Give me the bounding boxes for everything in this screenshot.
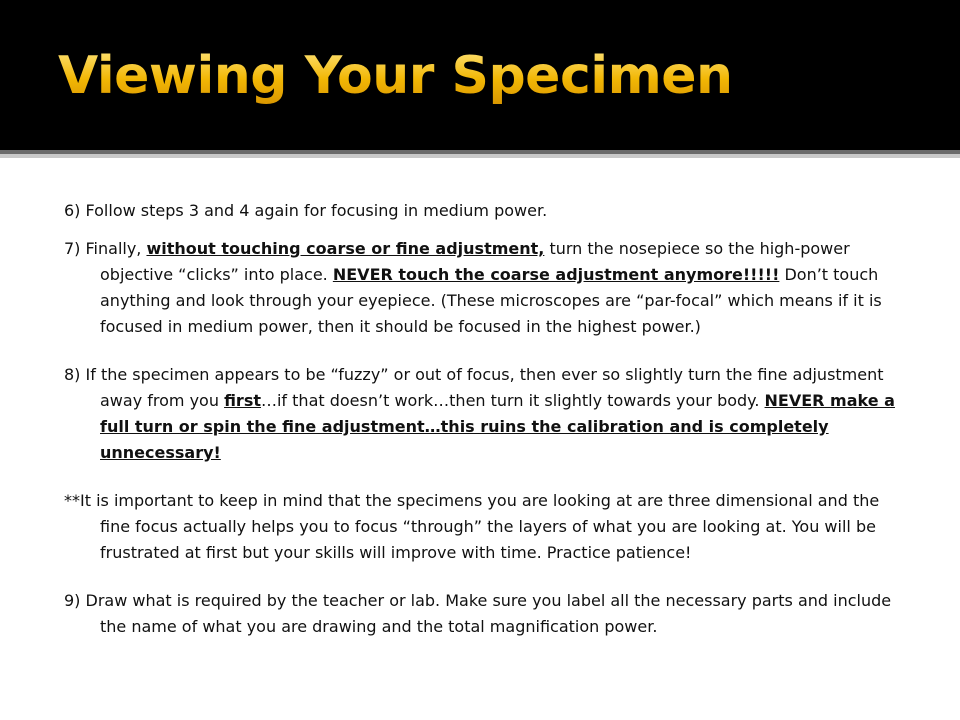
spacer <box>64 224 904 236</box>
step-8-emphasis-first: first <box>224 391 261 410</box>
step-8-emphasis-never-full-turn: NEVER make a full turn or spin the fine adjustment…this ruins the calibration and is completely unnecessary! <box>100 391 895 462</box>
important-note: **It is important to keep in mind that the specimens you are looking at are three dimensional and the fine focus actually helps you to focus “through” the layers of what you are looking at. You will be frustrated at first but your skills will improve with time. Practice patience! <box>64 491 880 562</box>
step-7-text-e: Don’t touch anything and look through your eyepiece. (These microscopes are “par-focal” which means if it is focused in medium power, then it should be focused in the highest power.) <box>100 265 882 336</box>
step-7-emphasis-no-touch: without touching coarse or fine adjustment, <box>146 239 545 258</box>
spacer <box>64 466 904 488</box>
title-divider-light <box>0 154 960 158</box>
step-8-text-a: 8) If the specimen appears to be “fuzzy” or out of focus, then ever so slightly turn the fine adjustment away from you <box>64 365 884 410</box>
slide-title: Viewing Your Specimen <box>58 46 733 106</box>
step-7-text-c: turn the nosepiece so the high-power objective “clicks” into place. <box>100 239 850 284</box>
title-bar <box>0 0 960 150</box>
step-7-emphasis-never-coarse: NEVER touch the coarse adjustment anymore!!!!! <box>332 265 780 284</box>
spacer <box>64 340 904 362</box>
spacer <box>64 566 904 588</box>
step-7-text-a: 7) Finally, <box>64 239 147 258</box>
step-8-text-c: …if that doesn’t work…then turn it slightly towards your body. <box>260 391 765 410</box>
step-9: 9) Draw what is required by the teacher or lab. Make sure you label all the necessary parts and include the name of what you are drawing and the total magnification power. <box>64 591 892 636</box>
slide-body <box>64 198 904 640</box>
step-8 <box>64 362 904 466</box>
step-7 <box>64 236 904 340</box>
step-6: 6) Follow steps 3 and 4 again for focusing in medium power. <box>64 201 548 220</box>
